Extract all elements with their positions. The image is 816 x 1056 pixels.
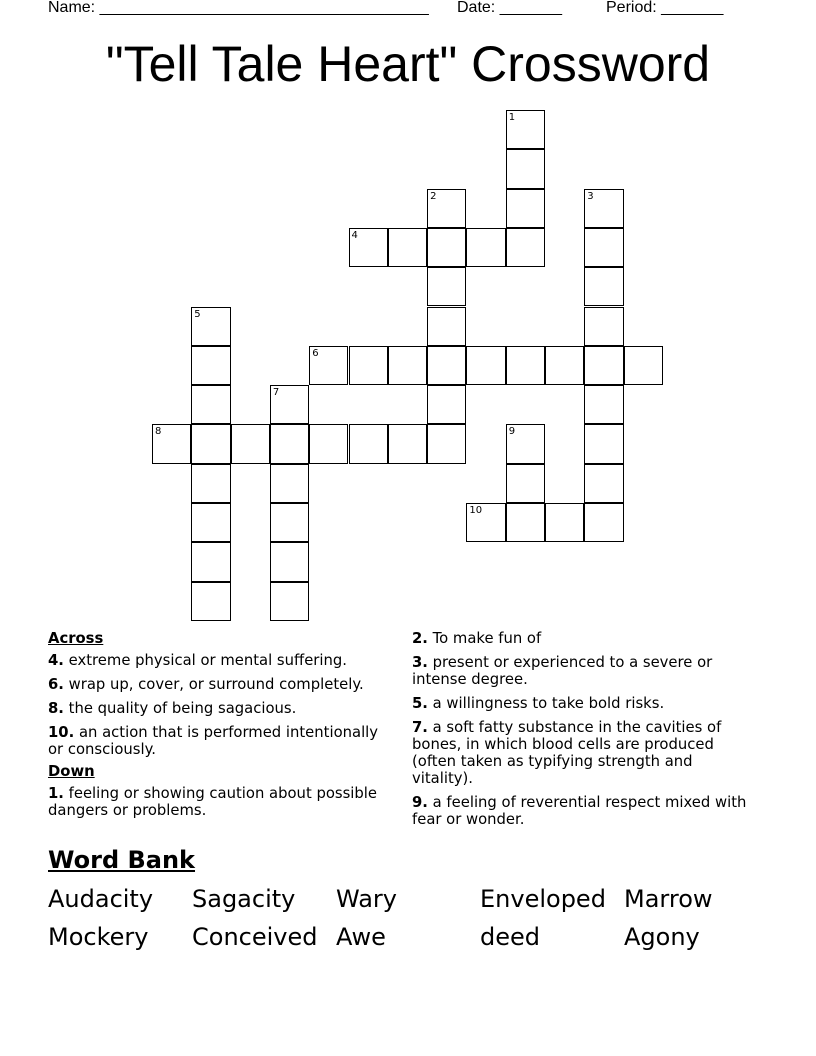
- crossword-cell[interactable]: [506, 346, 545, 385]
- crossword-cell[interactable]: [191, 307, 230, 346]
- clue-down-1: 1. feeling or showing caution about possible dangers or problems.: [48, 785, 378, 819]
- clue-across-8: 8. the quality of being sagacious.: [48, 700, 297, 717]
- clue-number-label: 3: [587, 190, 594, 202]
- crossword-cell[interactable]: [270, 464, 309, 503]
- crossword-cell[interactable]: [584, 385, 623, 424]
- crossword-cell[interactable]: [466, 346, 505, 385]
- crossword-cell[interactable]: [191, 503, 230, 542]
- crossword-cell[interactable]: [388, 228, 427, 267]
- clue-across-10: 10. an action that is performed intentionally or consciously.: [48, 724, 379, 758]
- crossword-cell[interactable]: [466, 503, 505, 542]
- clue-number-label: 1: [508, 112, 516, 123]
- word-bank-word: deed: [480, 923, 540, 951]
- across-heading: Across: [48, 630, 104, 647]
- crossword-cell[interactable]: [545, 503, 584, 542]
- crossword-cell[interactable]: [270, 542, 309, 581]
- crossword-cell[interactable]: [584, 228, 623, 267]
- word-bank-word: Mockery: [48, 923, 149, 951]
- crossword-cell[interactable]: [309, 424, 348, 463]
- clue-number-label: 6: [312, 347, 319, 359]
- clue-down-7: 7. a soft fatty substance in the cavities of bones, in which blood cells are produced (often taken as typifying strength and vitality).: [412, 719, 722, 787]
- crossword-cell[interactable]: [152, 424, 191, 463]
- crossword-cell[interactable]: [427, 228, 466, 267]
- crossword-cell[interactable]: [506, 228, 545, 267]
- crossword-cell[interactable]: [584, 503, 623, 542]
- crossword-cell[interactable]: [349, 228, 388, 267]
- crossword-cell[interactable]: [584, 189, 623, 228]
- crossword-cell[interactable]: [388, 346, 427, 385]
- clue-number-label: 2: [430, 190, 437, 202]
- crossword-cell[interactable]: [191, 464, 230, 503]
- clue-number-label: 9: [508, 426, 516, 438]
- crossword-cell[interactable]: [388, 424, 427, 463]
- clue-across-4: 4. extreme physical or mental suffering.: [48, 652, 347, 669]
- crossword-cell[interactable]: [191, 542, 230, 581]
- clues-right-column: [412, 630, 757, 835]
- crossword-cell[interactable]: [191, 385, 230, 424]
- period-field[interactable]: Period: _______: [606, 0, 724, 16]
- crossword-cell[interactable]: [506, 424, 545, 463]
- word-bank-title: Word Bank: [48, 846, 196, 874]
- crossword-cell[interactable]: [466, 228, 505, 267]
- clue-number-label: 5: [194, 308, 201, 320]
- crossword-cell[interactable]: [427, 346, 466, 385]
- word-bank-word: Awe: [336, 923, 386, 951]
- clue-number-label: 8: [155, 426, 162, 438]
- crossword-cell[interactable]: [427, 189, 466, 228]
- clue-number-label: 4: [351, 229, 358, 241]
- clue-number-label: 10: [469, 505, 483, 516]
- name-field[interactable]: Name: _____________________________________: [48, 0, 429, 16]
- crossword-cell[interactable]: [270, 503, 309, 542]
- crossword-cell[interactable]: [584, 307, 623, 346]
- crossword-cell[interactable]: [349, 346, 388, 385]
- crossword-cell[interactable]: [624, 346, 663, 385]
- page-title: "Tell Tale Heart" Crossword: [105, 36, 711, 92]
- crossword-cell[interactable]: [427, 424, 466, 463]
- crossword-cell[interactable]: [191, 346, 230, 385]
- crossword-cell[interactable]: [584, 424, 623, 463]
- crossword-cell[interactable]: [270, 385, 309, 424]
- down-heading: Down: [48, 763, 95, 780]
- word-bank-word: Sagacity: [192, 885, 296, 913]
- crossword-cell[interactable]: [584, 464, 623, 503]
- clue-down-9: 9. a feeling of reverential respect mixed with fear or wonder.: [412, 794, 747, 828]
- crossword-cell[interactable]: [270, 424, 309, 463]
- word-bank-word: Marrow: [624, 885, 713, 913]
- clue-down-5: 5. a willingness to take bold risks.: [412, 695, 665, 712]
- crossword-cell[interactable]: [506, 189, 545, 228]
- crossword-cell[interactable]: [427, 267, 466, 306]
- crossword-cell[interactable]: [506, 110, 545, 149]
- crossword-cell[interactable]: [427, 385, 466, 424]
- clue-down-3: 3. present or experienced to a severe or intense degree.: [412, 654, 713, 688]
- clue-down-2: 2. To make fun of: [412, 630, 542, 647]
- crossword-cell[interactable]: [309, 346, 348, 385]
- word-bank-word: Audacity: [48, 885, 154, 913]
- crossword-cell[interactable]: [427, 307, 466, 346]
- date-field[interactable]: Date: _______: [457, 0, 562, 16]
- crossword-cell[interactable]: [349, 424, 388, 463]
- word-bank-word: Enveloped: [480, 885, 606, 913]
- crossword-cell[interactable]: [506, 503, 545, 542]
- crossword-cell[interactable]: [545, 346, 584, 385]
- crossword-cell[interactable]: [584, 346, 623, 385]
- crossword-cell[interactable]: [506, 464, 545, 503]
- clues-left-column: [48, 630, 393, 826]
- clue-number-label: 7: [272, 387, 280, 399]
- word-bank-word: Conceived: [192, 923, 318, 951]
- clue-across-6: 6. wrap up, cover, or surround completely.: [48, 676, 364, 693]
- crossword-cell[interactable]: [584, 267, 623, 306]
- word-bank-word: Agony: [624, 923, 700, 951]
- crossword-cell[interactable]: [506, 149, 545, 188]
- crossword-cell[interactable]: [191, 582, 230, 621]
- word-bank-word: Wary: [336, 885, 397, 913]
- crossword-cell[interactable]: [231, 424, 270, 463]
- crossword-cell[interactable]: [270, 582, 309, 621]
- crossword-cell[interactable]: [191, 424, 230, 463]
